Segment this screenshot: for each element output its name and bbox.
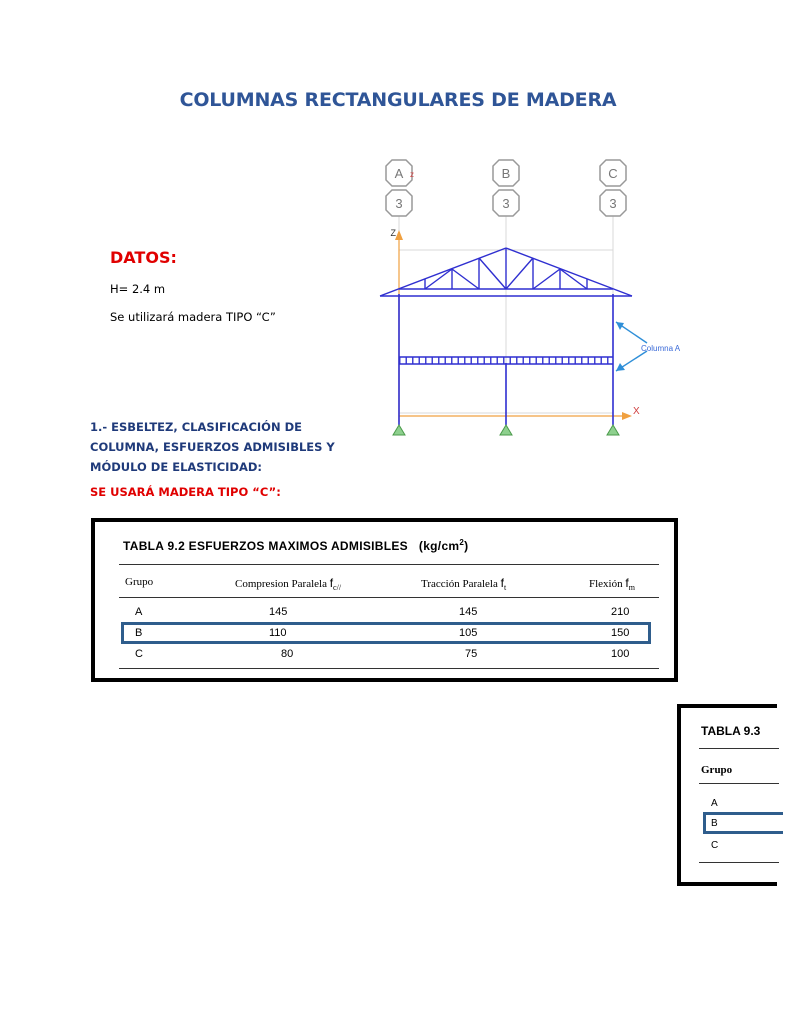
table-9-3-header: Grupo: [701, 764, 733, 776]
row-a-flexion: 210: [611, 606, 630, 618]
table-9-3-bottom-rule: [699, 862, 779, 863]
header-compresion-label: Compresion Paralela: [235, 578, 327, 590]
header-flexion-symbol: f: [625, 576, 629, 590]
column-supports: [393, 425, 619, 435]
datos-heading: DATOS:: [110, 248, 177, 267]
row-b-traccion: 105: [459, 627, 478, 639]
height-value: H= 2.4 m: [110, 282, 166, 296]
column-a-arrow-head-bottom: [616, 363, 625, 371]
table-9-2-unit-exp: 2: [459, 538, 465, 547]
row-a-compresion: 145: [269, 606, 288, 618]
axis-marker-b-letter: B: [501, 166, 511, 181]
table-9-3-row-a: A: [711, 798, 718, 809]
table-9-3-header-rule: [699, 783, 779, 784]
axis-marker-c: [600, 160, 626, 216]
table-9-2-header-rule: [119, 597, 659, 598]
wood-note: Se utilizará madera TIPO “C”: [110, 310, 276, 324]
section-heading-line3: MÓDULO DE ELASTICIDAD:: [90, 460, 263, 474]
header-traccion-sub: t: [503, 583, 507, 593]
table-9-2-title-text: TABLA 9.2 ESFUERZOS MAXIMOS ADMISIBLES: [123, 539, 408, 553]
header-traccion-symbol: f: [500, 576, 504, 590]
table-9-2: [91, 518, 678, 682]
wood-type-statement: SE USARÁ MADERA TIPO “C”:: [90, 485, 281, 499]
axis-marker-a-number: 3: [395, 196, 403, 211]
row-b-highlight: [121, 622, 651, 644]
roof-truss: [380, 248, 632, 296]
column-a-label: Columna A: [641, 344, 681, 353]
header-compresion-symbol: f: [329, 576, 334, 590]
page-title: COLUMNAS RECTANGULARES DE MADERA: [179, 89, 617, 111]
x-axis-arrow: [622, 412, 632, 420]
frame-diagram-svg: [370, 150, 681, 440]
table-9-2-unit-close: ): [464, 539, 469, 553]
row-c-flexion: 100: [611, 648, 630, 660]
axis-marker-b: [493, 160, 519, 216]
header-compresion: [235, 576, 341, 592]
row-b-compresion: 110: [269, 627, 287, 639]
z-axis-label: Z: [390, 228, 396, 238]
table-9-2-bottom-rule: [119, 668, 659, 669]
axis-marker-c-number: 3: [609, 196, 617, 211]
table-9-3-row-b: B: [711, 818, 718, 829]
row-b-grupo: B: [135, 627, 143, 639]
a-axis-mark: z: [410, 170, 414, 179]
header-flexion-sub: m: [628, 583, 635, 593]
table-9-2-unit: (kg/cm: [418, 539, 460, 553]
frame-diagram: [370, 150, 681, 440]
section-heading: [90, 417, 350, 477]
axis-marker-b-number: 3: [502, 196, 510, 211]
header-flexion-label: Flexión: [589, 578, 623, 590]
header-traccion: [421, 576, 506, 592]
axis-marker-c-letter: C: [608, 166, 618, 181]
row-a-traccion: 145: [459, 606, 478, 618]
section-heading-line1: 1.- ESBELTEZ, CLASIFICACIÓN DE: [90, 420, 302, 434]
header-traccion-label: Tracción Paralela: [421, 578, 498, 590]
table-9-3-row-c: C: [711, 840, 719, 851]
row-c-compresion: 80: [281, 648, 294, 660]
table-9-2-top-rule: [119, 564, 659, 565]
header-compresion-sub: c//: [333, 583, 342, 593]
row-a-grupo: A: [135, 606, 143, 618]
section-heading-line2: COLUMNA, ESFUERZOS ADMISIBLES Y: [90, 440, 335, 454]
axis-marker-a: [386, 160, 412, 216]
table-9-3: [677, 704, 777, 886]
row-b-flexion: 150: [611, 627, 630, 639]
z-axis-arrow: [395, 230, 403, 240]
table-9-3-top-rule: [699, 748, 779, 749]
axis-marker-a-letter: A: [394, 166, 404, 181]
header-flexion: [589, 576, 635, 592]
row-c-traccion: 75: [465, 648, 478, 660]
header-grupo: Grupo: [125, 576, 154, 588]
table-9-3-title: TABLA 9.3: [701, 724, 761, 738]
row-c-grupo: C: [135, 648, 143, 660]
table-9-2-title: [123, 538, 468, 553]
x-axis-label: X: [633, 406, 640, 417]
